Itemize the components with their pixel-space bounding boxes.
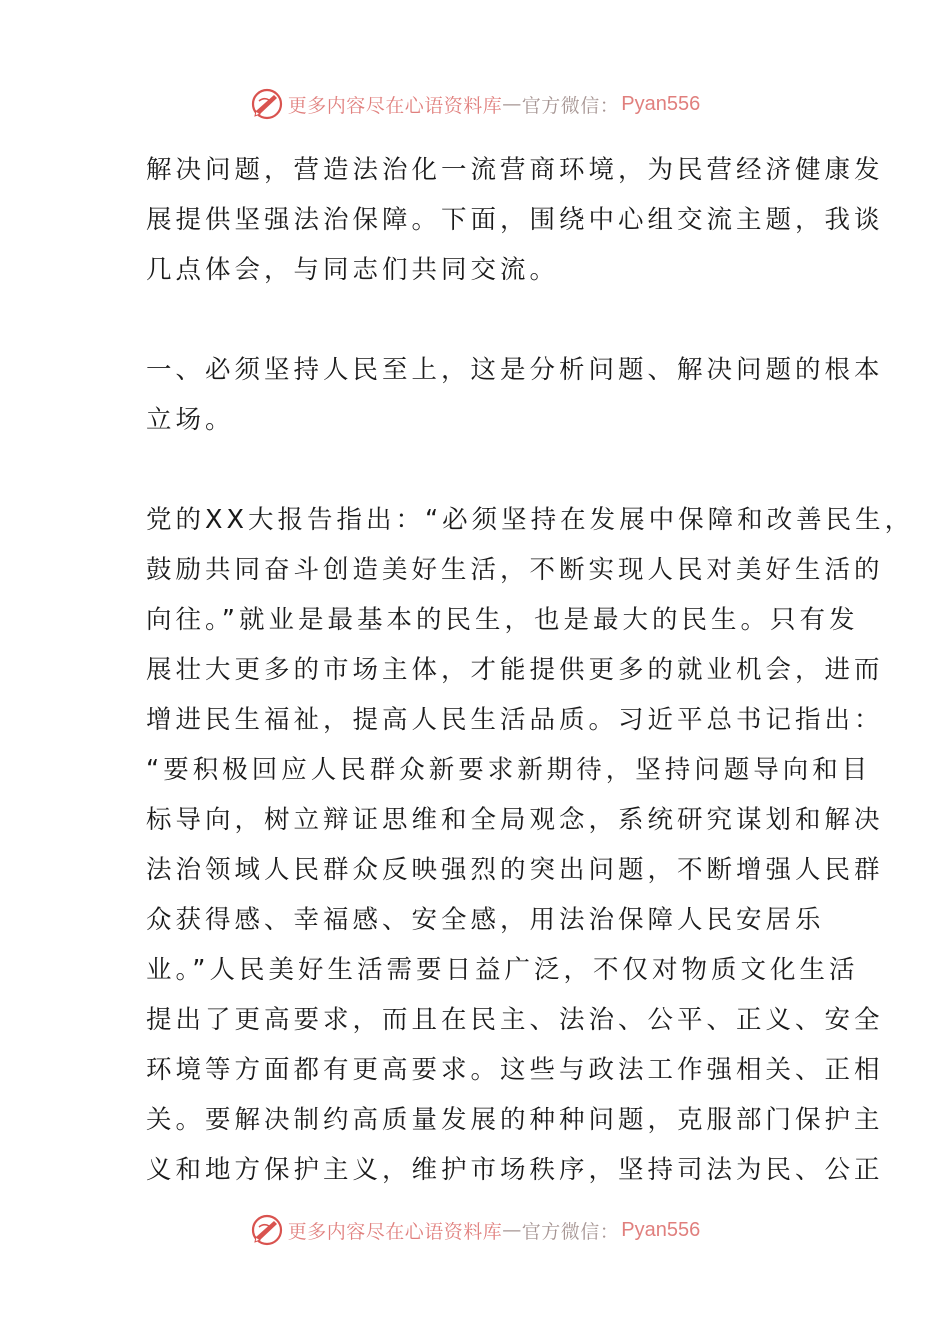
watermark-wechat-id: Pyan556 — [621, 92, 701, 115]
text-line: 义和地方保护主义，维护市场秩序，坚持司法为民、公正 — [146, 1155, 884, 1185]
paragraph-gap — [146, 295, 806, 345]
text-line: 展提供坚强法治保障。下面，围绕中心组交流主题，我谈 — [146, 205, 884, 235]
watermark-main-text: 更多内容尽在心语资料库 — [287, 1220, 503, 1243]
section-heading-line: 立场。 — [146, 405, 235, 435]
paragraph-gap — [146, 445, 806, 495]
text-line: 展壮大更多的市场主体，才能提供更多的就业机会，进而 — [146, 655, 884, 685]
section-heading-line: 一、必须坚持人民至上，这是分析问题、解决问题的根本 — [146, 355, 884, 385]
text-line: 增进民生福祉，提高人民生活品质。习近平总书记指出： — [146, 705, 884, 735]
document-body — [146, 145, 915, 1195]
text-line: 几点体会，与同志们共同交流。 — [146, 255, 560, 285]
pen-circle-logo-icon — [250, 1213, 284, 1247]
text-line: 标导向，树立辩证思维和全局观念，系统研究谋划和解决 — [146, 805, 884, 835]
watermark-sub-text: 官方微信： — [521, 94, 620, 117]
text-line: “要积极回应人民群众新要求新期待，坚持问题导向和目 — [146, 755, 872, 785]
text-line: 向往。”就业是最基本的民生，也是最大的民生。只有发 — [146, 605, 859, 635]
watermark-sub-text: 官方微信： — [521, 1220, 620, 1243]
text-line: 鼓励共同奋斗创造美好生活，不断实现人民对美好生活的 — [146, 555, 884, 585]
header-watermark — [0, 84, 950, 124]
footer-watermark — [0, 1210, 950, 1250]
text-line: 法治领域人民群众反映强烈的突出问题，不断增强人民群 — [146, 855, 884, 885]
watermark-separator: — — [502, 1219, 522, 1241]
text-line: 解决问题，营造法治化一流营商环境，为民营经济健康发 — [146, 155, 884, 185]
text-line: 众获得感、幸福感、安全感，用法治保障人民安居乐 — [146, 905, 825, 935]
text-line: 党的XX大报告指出：“必须坚持在发展中保障和改善民生， — [146, 505, 915, 535]
text-line: 环境等方面都有更高要求。这些与政法工作强相关、正相 — [146, 1055, 884, 1085]
text-line: 业。”人民美好生活需要日益广泛，不仅对物质文化生活 — [146, 955, 859, 985]
watermark-wechat-id: Pyan556 — [621, 1218, 701, 1241]
watermark-separator: — — [502, 93, 522, 115]
text-line: 关。要解决制约高质量发展的种种问题，克服部门保护主 — [146, 1105, 884, 1135]
watermark-main-text: 更多内容尽在心语资料库 — [287, 94, 503, 117]
pen-circle-logo-icon — [250, 87, 284, 121]
text-line: 提出了更高要求，而且在民主、法治、公平、正义、安全 — [146, 1005, 884, 1035]
